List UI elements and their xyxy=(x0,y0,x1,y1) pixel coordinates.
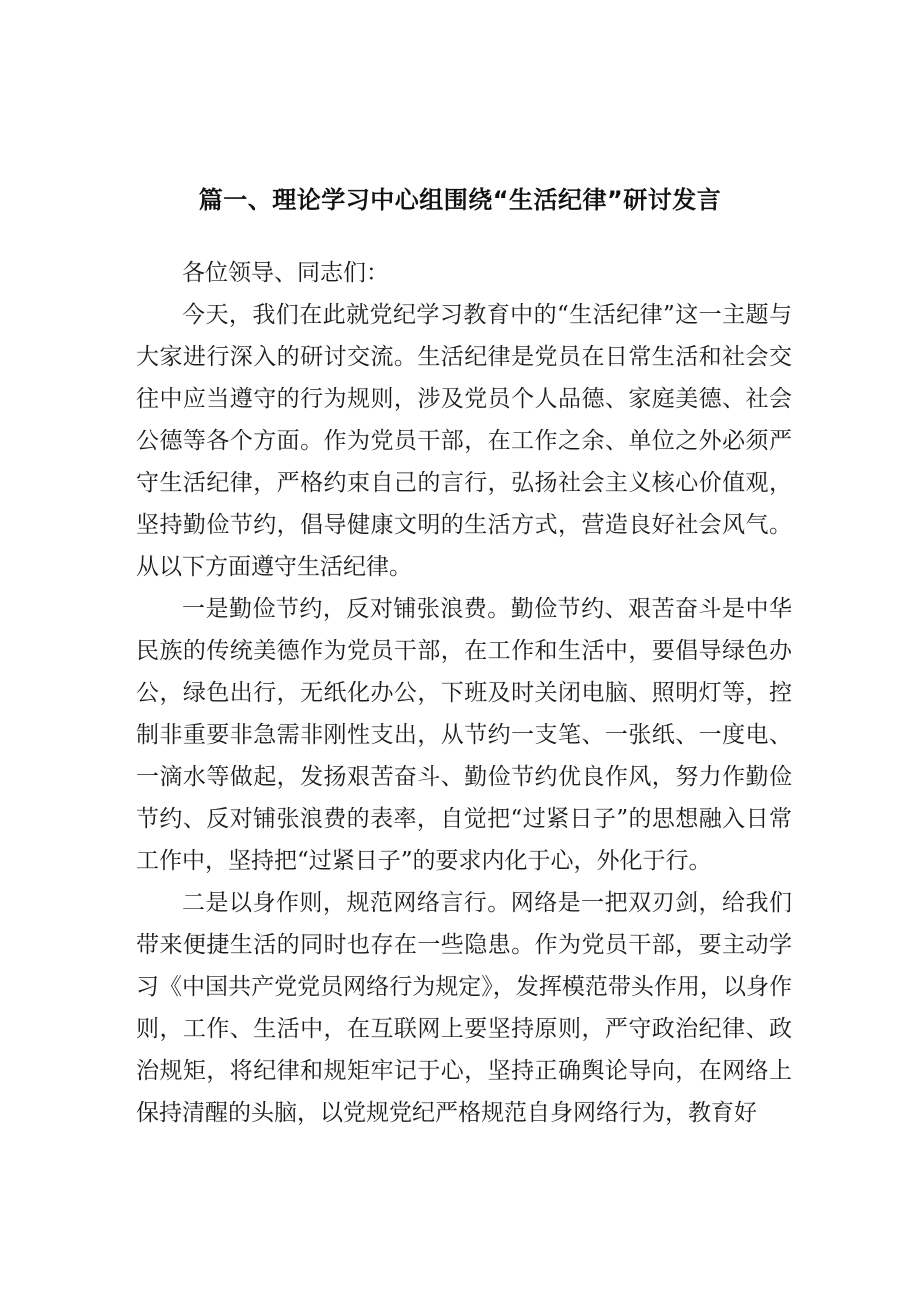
point-one-paragraph: 一是勤俭节约，反对铺张浪费。勤俭节约、艰苦奋斗是中华民族的传统美德作为党员干部，在工作和生活中，要倡导绿色办公，绿色出行，无纸化办公，下班及时关闭电脑、照明灯等，控制非重要非急需非刚性支出，从节约一支笔、一张纸、一度电、一滴水等做起，发扬艰苦奋斗、勤俭节约优良作风，努力作勤俭节约、反对铺张浪费的表率，自觉把“过紧日子”的思想融入日常工作中，坚持把“过紧日子”的要求内化于心，外化于行。 xyxy=(136,596,792,874)
document-title: 篇一、理论学习中心组围绕“生活纪律”研讨发言 xyxy=(198,186,722,214)
point-two-paragraph: 二是以身作则，规范网络言行。网络是一把双刃剑，给我们带来便捷生活的同时也存在一些隐患。作为党员干部，要主动学习《中国共产党党员网络行为规定》，发挥模范带头作用，以身作则，工作、生活中，在互联网上要坚持原则，严守政治纪律、政治规矩，将纪律和规矩牢记于心，坚持正确舆论导向，在网络上保持清醒的头脑，以党规党纪严格规范自身网络行为，教育好 xyxy=(136,890,792,1126)
intro-paragraph: 今天，我们在此就党纪学习教育中的“生活纪律”这一主题与大家进行深入的研讨交流。生活纪律是党员在日常生活和社会交往中应当遵守的行为规则，涉及党员个人品德、家庭美德、社会公德等各个方面。作为党员干部，在工作之余、单位之外必须严守生活纪律，严格约束自己的言行，弘扬社会主义核心价值观，坚持勤俭节约，倡导健康文明的生活方式，营造良好社会风气。从以下方面遵守生活纪律。 xyxy=(136,302,792,580)
salutation-paragraph: 各位领导、同志们： xyxy=(182,260,389,286)
document-body xyxy=(136,252,792,1134)
